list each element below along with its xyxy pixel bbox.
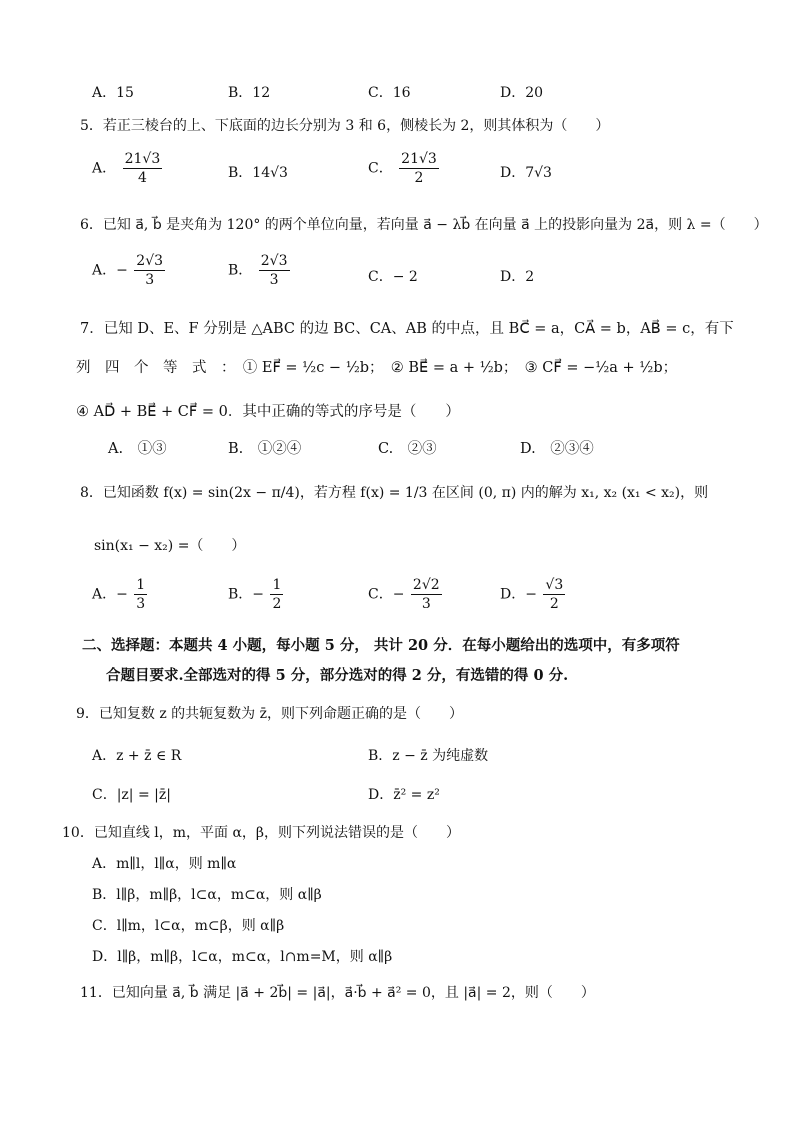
q8-option-b-label: B．− (228, 586, 265, 603)
q8-option-a-numerator: 1 (136, 577, 146, 593)
q6-option-a-denominator: 3 (145, 272, 155, 288)
q5-option-a (92, 150, 164, 187)
q10-stem: 10．已知直线 l，m，平面 α，β，则下列说法错误的是（ ） (62, 825, 461, 841)
q8-stem-line2: sin(x₁ − x₂) =（ ） (94, 538, 246, 554)
q4-option-a: A．15 (92, 85, 134, 101)
section2-heading-line1: 二、选择题：本题共 4 小题，每小题 5 分， 共计 20 分．在每小题给出的选项中，有多项符 (82, 637, 680, 654)
q7-stem-line3: ④ AD⃗ + BE⃗ + CF⃗ = 0．其中正确的等式的序号是（ ） (76, 404, 460, 420)
q4-option-d: D．20 (500, 85, 544, 101)
q7-stem-line1: 7．已知 D、E、F 分别是 △ABC 的边 BC、CA、AB 的中点，且 BC⃗ = a，CA⃗ = b，AB⃗ = c，有下 (80, 321, 734, 337)
q8-option-a-fraction (134, 576, 147, 613)
q5-option-a-denominator: 4 (137, 170, 147, 186)
q7-option-d: D. ②③④ (520, 441, 594, 457)
q8-option-d-fraction (543, 576, 565, 613)
q8-option-c (368, 576, 444, 613)
q8-option-b-denominator: 2 (272, 596, 282, 612)
q9-option-a: A．z + z̄ ∈ R (92, 748, 182, 764)
q9-stem: 9．已知复数 z 的共轭复数为 z̄，则下列命题正确的是（ ） (76, 706, 464, 722)
q6-option-b (228, 252, 292, 289)
q10-option-d: D．l∥β，m∥β，l⊂α，m⊂α，l∩m=M，则 α∥β (92, 949, 393, 965)
section2-heading-line2: 合题目要求.全部选对的得 5 分，部分选对的得 2 分，有选错的得 0 分. (106, 667, 569, 684)
q8-option-a-label: A．− (92, 586, 128, 603)
q5-option-b: B．14√3 (228, 165, 288, 181)
q6-option-c: C．− 2 (368, 269, 418, 285)
q5-option-c-numerator: 21√3 (401, 151, 437, 167)
q6-stem: 6．已知 a⃗, b⃗ 是夹角为 120° 的两个单位向量，若向量 a⃗ − λb⃗ 在向量 a⃗ 上的投影向量为 2a⃗，则 λ =（ ） (80, 217, 768, 233)
q7-stem-line2: 列 四 个 等 式 ： ① EF⃗ = ½c − ½b； ② BE⃗ = a + ½b； ③ CF⃗ = −½a + ½b； (76, 360, 678, 376)
q6-option-b-numerator: 2√3 (260, 253, 288, 269)
q8-option-d-label: D．− (500, 586, 537, 603)
q10-option-a: A．m∥l，l∥α，则 m∥α (92, 856, 237, 872)
q5-option-a-label: A． (92, 160, 117, 177)
q6-option-a-numerator: 2√3 (136, 253, 164, 269)
q8-option-c-denominator: 3 (421, 596, 431, 612)
q8-option-d-denominator: 2 (549, 596, 559, 612)
q11-stem: 11．已知向量 a⃗, b⃗ 满足 |a⃗ + 2b⃗| = |a⃗|，a⃗·b⃗ + a⃗² = 0，且 |a⃗| = 2，则（ ） (80, 985, 595, 1001)
q6-option-b-fraction (259, 252, 290, 289)
q5-option-d: D．7√3 (500, 165, 552, 181)
q8-option-a-denominator: 3 (136, 596, 146, 612)
q8-option-b-numerator: 1 (272, 577, 282, 593)
q6-option-b-label: B． (228, 262, 253, 279)
q7-option-a: A. ①③ (108, 441, 167, 457)
q4-option-b: B．12 (228, 85, 271, 101)
q8-option-b-fraction (270, 576, 283, 613)
q8-option-d-numerator: √3 (545, 577, 564, 593)
q8-option-c-label: C．− (368, 586, 405, 603)
q8-option-b (228, 576, 285, 613)
q4-option-c: C．16 (368, 85, 411, 101)
q7-option-b: B. ①②④ (228, 441, 302, 457)
q5-option-a-numerator: 21√3 (124, 151, 161, 167)
q8-option-a (92, 576, 149, 613)
q10-option-b: B．l∥β，m∥β，l⊂α，m⊂α，则 α∥β (92, 887, 322, 903)
q5-stem: 5．若正三棱台的上、下底面的边长分别为 3 和 6，侧棱长为 2，则其体积为（ ） (80, 118, 610, 134)
q5-option-c (368, 150, 441, 187)
q6-option-a (92, 252, 167, 289)
q6-option-a-fraction (134, 252, 165, 289)
q9-option-c: C．|z| = |z̄| (92, 787, 171, 803)
q7-option-c: C. ②③ (378, 441, 437, 457)
q5-option-c-fraction (399, 150, 439, 187)
q9-option-b: B．z − z̄ 为纯虚数 (368, 748, 489, 764)
q8-option-d (500, 576, 567, 613)
q8-option-c-fraction (411, 576, 442, 613)
q8-stem-line1: 8．已知函数 f(x) = sin(2x − π/4)，若方程 f(x) = 1/3 在区间 (0, π) 内的解为 x₁, x₂ (x₁ < x₂)，则 (80, 485, 709, 501)
q10-option-c: C．l∥m，l⊂α，m⊂β，则 α∥β (92, 918, 285, 934)
q6-option-a-label: A．− (92, 262, 128, 279)
q5-option-a-fraction (123, 150, 163, 187)
q9-option-d: D．z̄² = z² (368, 787, 440, 803)
q6-option-d: D．2 (500, 269, 535, 285)
q5-option-c-label: C． (368, 160, 393, 177)
q8-option-c-numerator: 2√2 (412, 577, 440, 593)
q5-option-c-denominator: 2 (414, 170, 424, 186)
q6-option-b-denominator: 3 (269, 272, 279, 288)
